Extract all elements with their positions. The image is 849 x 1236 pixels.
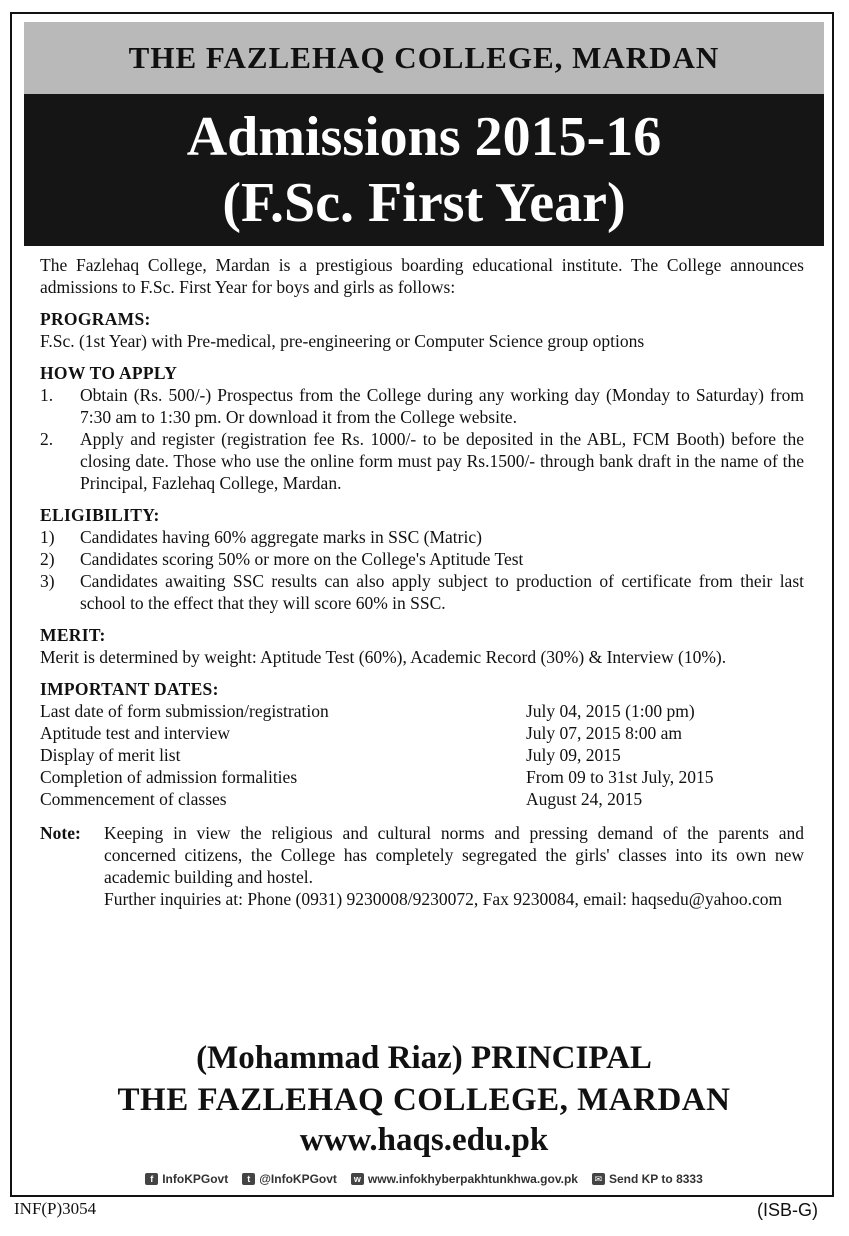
website-link[interactable]: www.haqs.edu.pk [299, 1122, 549, 1158]
social-label: www.infokhyberpakhtunkhwa.gov.pk [367, 1172, 578, 1186]
date-value: August 24, 2015 [526, 789, 643, 809]
note-text: Keeping in view the religious and cultural norms and pressing demand of the parents and concerned citizens, the College has completely segregated the girls' classes into its own new academic building and hostel. [104, 823, 804, 887]
inquiries-text: Further inquiries at: Phone (0931) 9230008/9230072, Fax 9230084, email: haqsedu@yahoo.com [104, 889, 783, 909]
eligibility-list [40, 526, 804, 614]
twitter-icon: t [242, 1173, 255, 1185]
list-number: 3) [40, 571, 55, 591]
note-label: Note: [40, 823, 81, 843]
eligibility-heading: ELIGIBILITY: [40, 505, 160, 525]
social-item-sms [592, 1172, 703, 1186]
date-event: Display of merit list [40, 745, 181, 765]
merit-text: Merit is determined by weight: Aptitude Test (60%), Academic Record (30%) & Interview (10%). [40, 647, 727, 667]
programs-heading: PROGRAMS: [40, 309, 151, 329]
merit-heading: MERIT: [40, 625, 106, 645]
intro-paragraph: The Fazlehaq College, Mardan is a prestigious boarding educational institute. The College announces admissions to F.Sc. First Year for boys and girls as follows: [40, 255, 804, 297]
list-number: 1. [40, 385, 54, 405]
list-number: 2. [40, 429, 54, 449]
inf-code: INF(P)3054 [14, 1199, 97, 1218]
table-row [40, 766, 804, 788]
date-event: Completion of admission formalities [40, 767, 298, 787]
ad-body [40, 254, 804, 910]
how-to-apply-heading: HOW TO APPLY [40, 363, 178, 383]
region-code: (ISB-G) [757, 1200, 818, 1220]
list-text: Candidates having 60% aggregate marks in SSC (Matric) [80, 527, 482, 547]
list-text: Candidates awaiting SSC results can also apply subject to production of certificate from their last school to the effect that they will score 60% in SSC. [80, 571, 804, 613]
list-item [40, 384, 804, 428]
date-value: From 09 to 31st July, 2015 [526, 767, 714, 787]
college-header-band [24, 22, 824, 94]
note-block [40, 822, 804, 910]
social-item-twitter[interactable] [242, 1172, 337, 1186]
note-body [104, 822, 804, 910]
table-row [40, 722, 804, 744]
sms-icon: ✉ [592, 1173, 605, 1185]
college-title: THE FAZLEHAQ COLLEGE, MARDAN [128, 40, 720, 75]
facebook-icon: f [145, 1173, 158, 1185]
web-icon: w [351, 1173, 364, 1185]
list-text: Candidates scoring 50% or more on the College's Aptitude Test [80, 549, 524, 569]
list-item [40, 548, 804, 570]
dates-table [40, 700, 804, 810]
date-value: July 09, 2015 [526, 745, 621, 765]
social-label: Send KP to 8333 [608, 1172, 703, 1186]
important-dates-heading: IMPORTANT DATES: [40, 679, 219, 699]
date-value: July 04, 2015 (1:00 pm) [526, 701, 695, 721]
list-number: 1) [40, 527, 55, 547]
date-event: Commencement of classes [40, 789, 227, 809]
table-row [40, 700, 804, 722]
date-value: July 07, 2015 8:00 am [526, 723, 683, 743]
social-item-web[interactable] [351, 1172, 578, 1186]
social-links-bar [24, 1172, 824, 1186]
social-item-facebook[interactable] [145, 1172, 228, 1186]
programs-text: F.Sc. (1st Year) with Pre-medical, pre-engineering or Computer Science group options [40, 331, 645, 351]
principal-name: (Mohammad Riaz) PRINCIPAL [196, 1040, 652, 1076]
table-row [40, 788, 804, 810]
list-text: Apply and register (registration fee Rs. 1000/- to be deposited in the ABL, FCM Booth) before the closing date. Those who use the online form must pay Rs.1500/- through bank draft in the name of the Principal, Fazlehaq College, Mardan. [80, 429, 804, 493]
list-number: 2) [40, 549, 55, 569]
social-label: @InfoKPGovt [259, 1172, 337, 1186]
list-item [40, 570, 804, 614]
how-to-apply-list [40, 384, 804, 494]
program-subtitle: (F.Sc. First Year) [222, 172, 626, 234]
list-item [40, 526, 804, 548]
signature-college: THE FAZLEHAQ COLLEGE, MARDAN [117, 1082, 731, 1118]
social-label: InfoKPGovt [162, 1172, 229, 1186]
list-item [40, 428, 804, 494]
date-event: Last date of form submission/registration [40, 701, 329, 721]
date-event: Aptitude test and interview [40, 723, 231, 743]
table-row [40, 744, 804, 766]
list-text: Obtain (Rs. 500/-) Prospectus from the College during any working day (Monday to Saturday) from 7:30 am to 1:30 pm. Or download it from the College website. [80, 385, 804, 427]
admissions-title: Admissions 2015-16 [186, 106, 662, 168]
admissions-banner [24, 94, 824, 246]
